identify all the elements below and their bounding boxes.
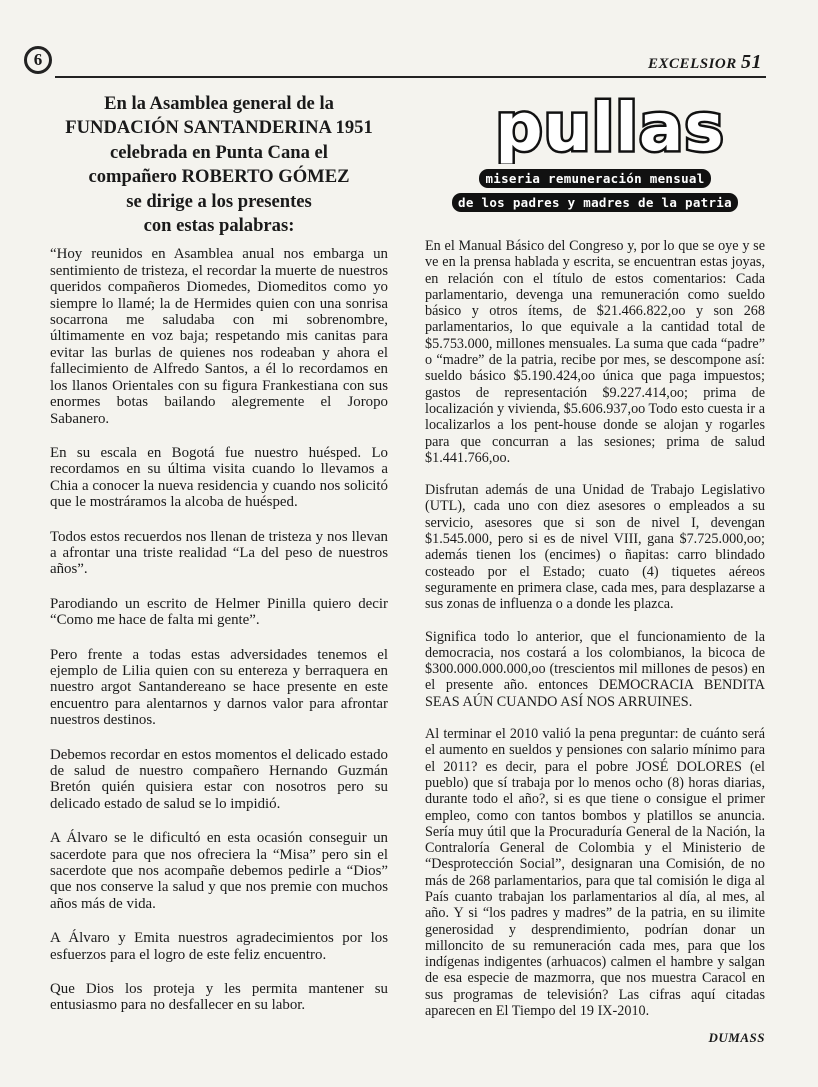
paragraph: A Álvaro se le dificultó en esta ocasión conseguir un sacerdote para que nos ofreciera la “Misa” pero sin el sacerdote que nos acompañe debemos pedirle a “Dios” que nos conserve la salud y que nos premie con muchos años más de vida. [50, 830, 388, 912]
left-article [50, 92, 388, 1032]
right-article [425, 238, 765, 1035]
article-headline [50, 92, 388, 238]
headline-line: se dirige a los presentes [126, 190, 312, 212]
paragraph: Todos estos recuerdos nos llenan de tristeza y nos llevan a afrontar una triste realidad “La del peso de nuestros años”. [50, 528, 388, 578]
paragraph: A Álvaro y Emita nuestros agradecimientos por los esfuerzos para el logro de este feliz encuentro. [50, 930, 388, 963]
subtitle-line: de los padres y madres de la patria [452, 193, 738, 212]
headline-line: celebrada en Punta Cana el [110, 141, 328, 163]
paragraph: Disfrutan además de una Unidad de Trabajo Legislativo (UTL), cada uno con diez asesores o empleados a su servicio, asesores que si son de nivel I, devengan $1.545.000, pero si es de nivel VIII, gana $7.725.000,oo; además tienen los (encimes) o ñapitas: carro blindado costeado por el Estado; cuato (4) tiquetes aéreos seguramente en primera clase, cada mes, para desplazarse a sus zonas de influenza o a donde les plazca. [425, 482, 765, 613]
page-mark-number: 6 [33, 50, 43, 69]
paragraph: Al terminar el 2010 valió la pena preguntar: de cuánto será el aumento en sueldos y pensiones con salario mínimo para el 2011? es decir, para el pobre JOSÉ DOLORES (el pueblo) que sí trabaja por lo menos ocho (8) horas diarias, durante todo el año?, si es que tiene o consigue el primer empleo, como con tantos bombos y platillos se anuncia. Sería muy útil que la Procuraduría General de la Nación, la Contraloría General de Colombia y el Ministerio de “Desprotección Social”, designaran una Comisión, de no más de 268 parlamentarios, para que tal comisión le diga al País cuanto trabajan los parlamentarios al día, al mes, al año. Y si “los padres y madres” de la patria, en su ilimite generosidad y desprendimiento, podrían donar un milloncito de su remuneración cada mes, para que los indígenas indigentes (arhuacos) calmen el hambre y salgan de esa especie de mazmorra, que nos muestra Caracol en sus programas de televisión? Las cifras aquí citadas aparecen en El Tiempo del 19 IX-2010. [425, 726, 765, 1020]
header-rule [55, 76, 766, 78]
headline-line: FUNDACIÓN SANTANDERINA 1951 [65, 117, 373, 139]
headline-line: con estas palabras: [143, 215, 295, 237]
paragraph: Que Dios los proteja y les permita mantener su entusiasmo para no desfallecer en su labor. [50, 981, 388, 1014]
paragraph: Significa todo lo anterior, que el funcionamiento de la democracia, nos costará a los colombianos, la bicoca de $300.000.000.000,oo (trescientos mil millones de pesos) en el presente año. entonces DEMOCRACIA BENDITA SEAS AÚN CUANDO ASÍ NOS ARRUINES. [425, 628, 765, 710]
paragraph: En el Manual Básico del Congreso y, por lo que se oye y se ve en la prensa hablada y escrita, se encuentran estas joyas, en relación con el título de estos comentarios: Cada parlamentario, devenga una remuneración como sueldo básico y otros ítems, de $21.466.822,oo y son 268 parlamentarios, lo que equivale a la cantidad total de $5.753.000, millones mensuales. La suma que cada “padre” o “madre” de la patria, recibe por mes, se descompone así: sueldo básico $5.190.424,oo única que paga impuestos; gastos de representación $9.227.414,oo; prima de localización y vivienda, $5.606.937,oo Todo esto cuesta ir a localizarlos a los pent-house donde se alojan y rogarles para que concurran a las sesiones; prima de salud $1.441.766,oo. [425, 238, 765, 466]
headline-line: compañero ROBERTO GÓMEZ [88, 166, 350, 188]
headline-line: En la Asamblea general de la [104, 93, 334, 114]
paragraph: Debemos recordar en estos momentos el delicado estado de salud de nuestro compañero Hernando Guzmán Bretón quién quisiera estar con nosotros pero su delicado estado de salud se lo impidió. [50, 746, 388, 812]
masthead [648, 51, 762, 74]
pullas-title-text: pullas [495, 92, 725, 164]
paragraph: Parodiando un escrito de Helmer Pinilla quiero decir “Como me hace de falta mi gente”. [50, 595, 388, 629]
subtitle-line: miseria remuneración mensual [479, 169, 710, 188]
page-number: 51 [741, 51, 762, 73]
paragraph: Pero frente a todas estas adversidades tenemos el ejemplo de Lilia quien con su entereza y berraquera en nuestro argot Santandereano se hace presente en este encuentro para alentarnos y darnos valor para afrontar nuestros destinos. [50, 646, 388, 729]
author-signature: DUMASS [708, 1030, 765, 1045]
pullas-subtitle [415, 168, 775, 216]
pullas-title-logo [485, 92, 735, 164]
paragraph: En su escala en Bogotá fue nuestro huésped. Lo recordamos en su última visita cuando lo llevamos a Chia a conocer la nueva residencia y cuando nos solicitó que le mostráramos la alcoba de huésped. [50, 444, 388, 511]
paragraph: “Hoy reunidos en Asamblea anual nos embarga un sentimiento de tristeza, el recordar la muerte de nuestros queridos compañeros Diomedes, Diomeditos como yo siempre lo llamé; la de Hermides quien con una sonrisa socarrona me saludaba con mi sobrenombre, últimamente en voz baja; respetando mis canitas para evitar las burlas de quienes nos rodeaban y ahora el fallecimiento de Alfredo Santos, a él lo recordamos en los llanos Orientales con su figura Frankestiana con sus enormes botas bailando alegremente el Joropo Sabanero. [50, 246, 388, 427]
page-mark-logo [24, 46, 52, 74]
publication-name: EXCELSIOR [648, 56, 737, 72]
